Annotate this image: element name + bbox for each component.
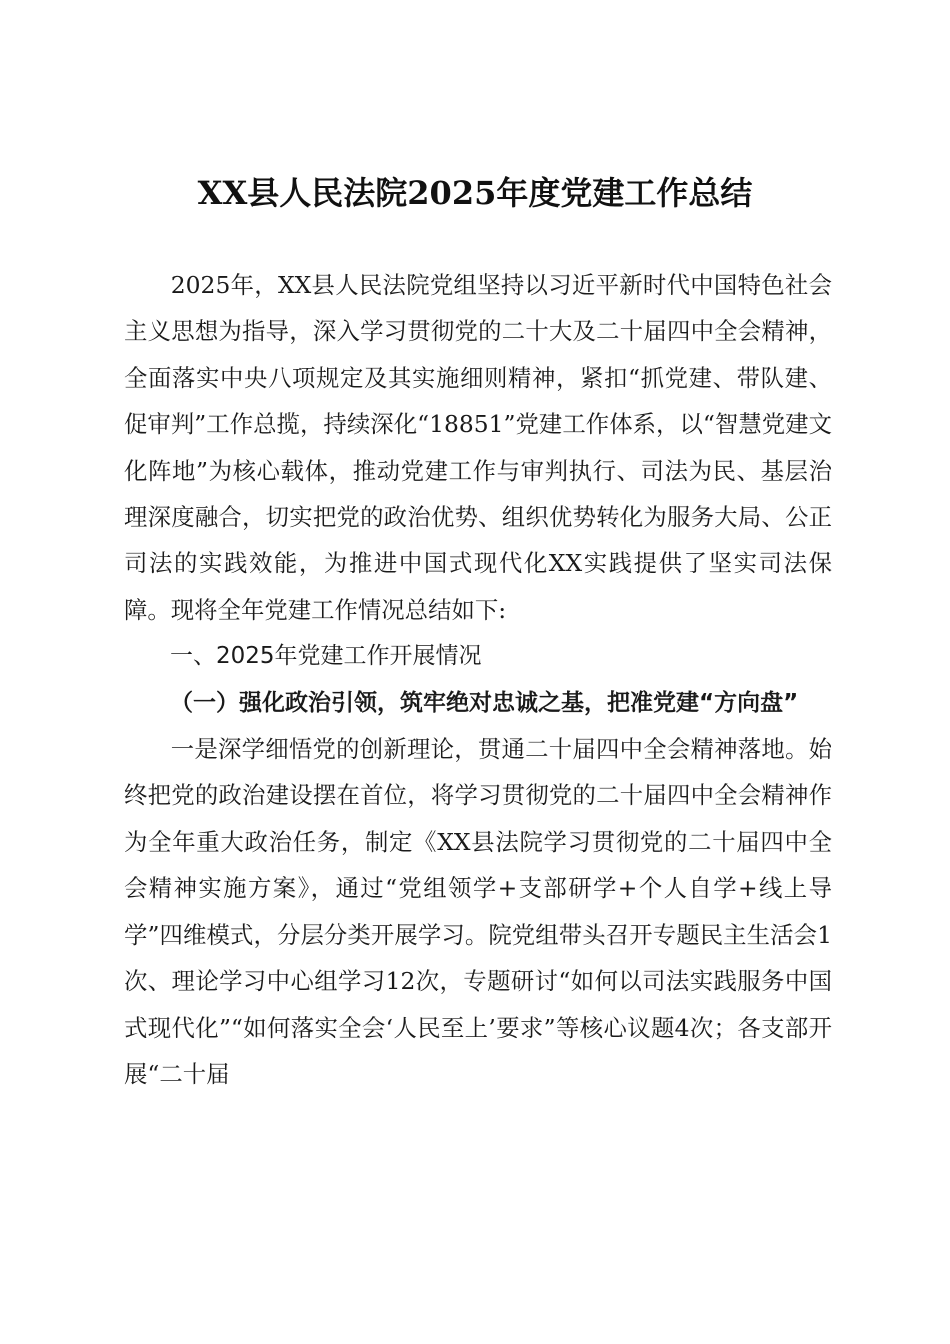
- subsection-heading: （一）强化政治引领，筑牢绝对忠诚之基，把准党建“方向盘”: [170, 689, 799, 716]
- body-paragraph: 一是深学细悟党的创新理论，贯通二十届四中全会精神落地。始终把党的政治建设摆在首位，将学习贯彻党的二十届四中全会精神作为全年重大政治任务，制定《XX县法院学习贯彻党的二十届四中全会精神实施方案》，通过“党组领学+支部研学+个人自学+线上导学”四维模式，分层分类开展学习。院党组带头召开专题民主生活会1次、理论学习中心组学习12次，专题研讨“如何以司法实践服务中国式现代化”“如何落实全会‘人民至上’要求”等核心议题4次；各支部开展“二十届: [124, 735, 832, 1088]
- section-heading: 一、2025年党建工作开展情况: [170, 643, 482, 670]
- document-body: [124, 262, 832, 1097]
- intro-paragraph: 2025年，XX县人民法院党组坚持以习近平新时代中国特色社会主义思想为指导，深入学习贯彻党的二十大及二十届四中全会精神，全面落实中央八项规定及其实施细则精神，紧扣“抓党建、带队建、促审判”工作总揽，持续深化“18851”党建工作体系，以“智慧党建文化阵地”为核心载体，推动党建工作与审判执行、司法为民、基层治理深度融合，切实把党的政治优势、组织优势转化为服务大局、公正司法的实践效能，为推进中国式现代化XX实践提供了坚实司法保障。现将全年党建工作情况总结如下:: [124, 271, 832, 624]
- document-title: XX县人民法院2025年度党建工作总结: [197, 174, 753, 212]
